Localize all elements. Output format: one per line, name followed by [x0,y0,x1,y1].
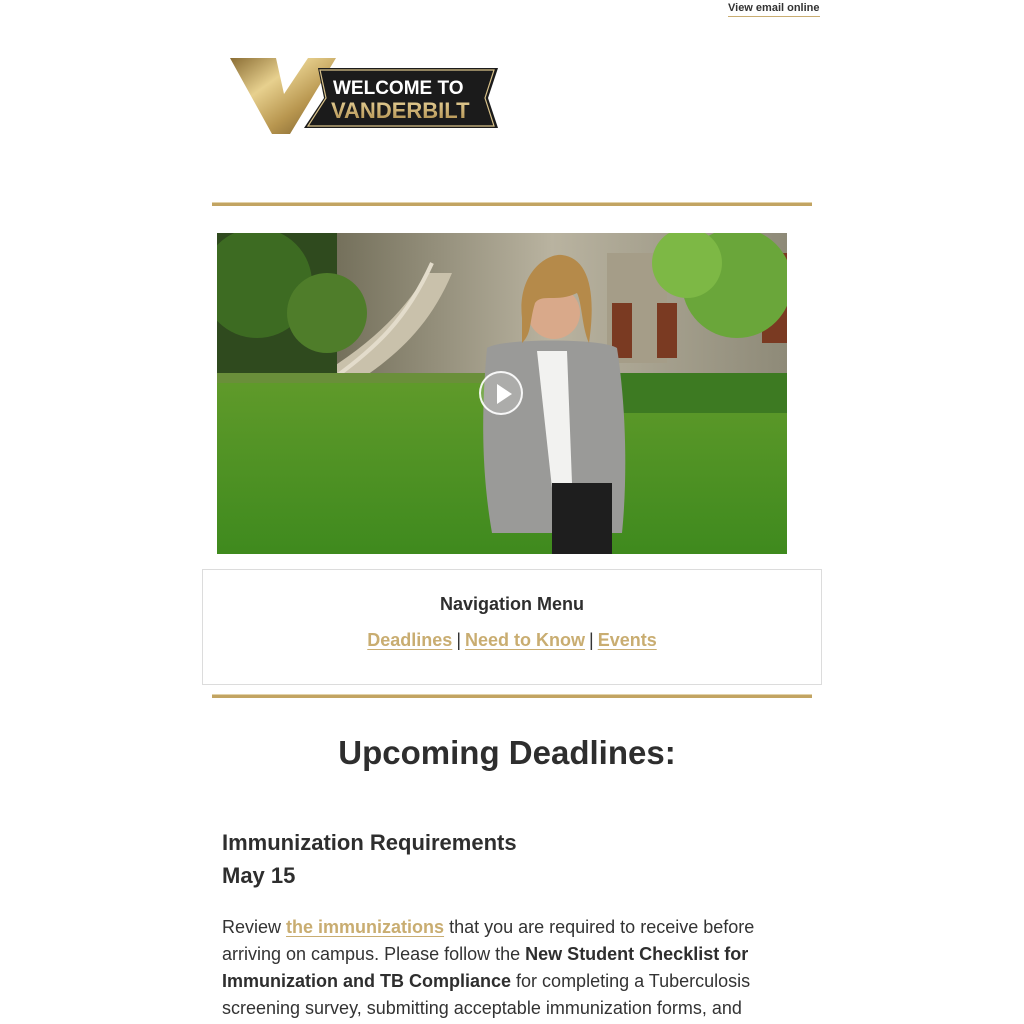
nav-link-need-to-know[interactable]: Need to Know [465,630,585,650]
logo-line1: WELCOME TO [333,78,464,99]
nav-separator: | [589,630,594,650]
deadline-body-text [222,914,782,1022]
gold-divider-bottom [212,694,812,699]
body-part1: Review [222,917,282,937]
body-part3: for completing a Tuberculosis screening survey, submitting acceptable immunization forms, and [222,971,751,1018]
section-heading: Upcoming Deadlines: [338,734,676,771]
body-part2: that you are required to receive before arriving on campus. Please follow the [222,917,755,964]
navigation-links [203,630,821,651]
nav-link-deadlines[interactable]: Deadlines [367,630,453,650]
welcome-to-vanderbilt-logo [228,56,502,136]
deadline-date: May 15 [222,863,296,888]
checklist-bold-text: New Student Checklist for Immunization and TB Compliance [222,944,749,991]
nav-link-events[interactable]: Events [597,630,657,650]
view-email-online-link[interactable]: View email online [728,2,820,17]
nav-separator: | [456,630,461,650]
gold-divider-top [212,202,812,207]
navigation-menu-title: Navigation Menu [439,594,584,614]
welcome-video-thumbnail[interactable] [217,233,787,554]
navigation-menu-box [202,569,822,685]
play-icon[interactable] [479,371,523,415]
deadline-title: Immunization Requirements [222,830,517,855]
logo-line2: VANDERBILT [331,98,470,123]
immunizations-link[interactable]: the immunizations [286,917,445,937]
